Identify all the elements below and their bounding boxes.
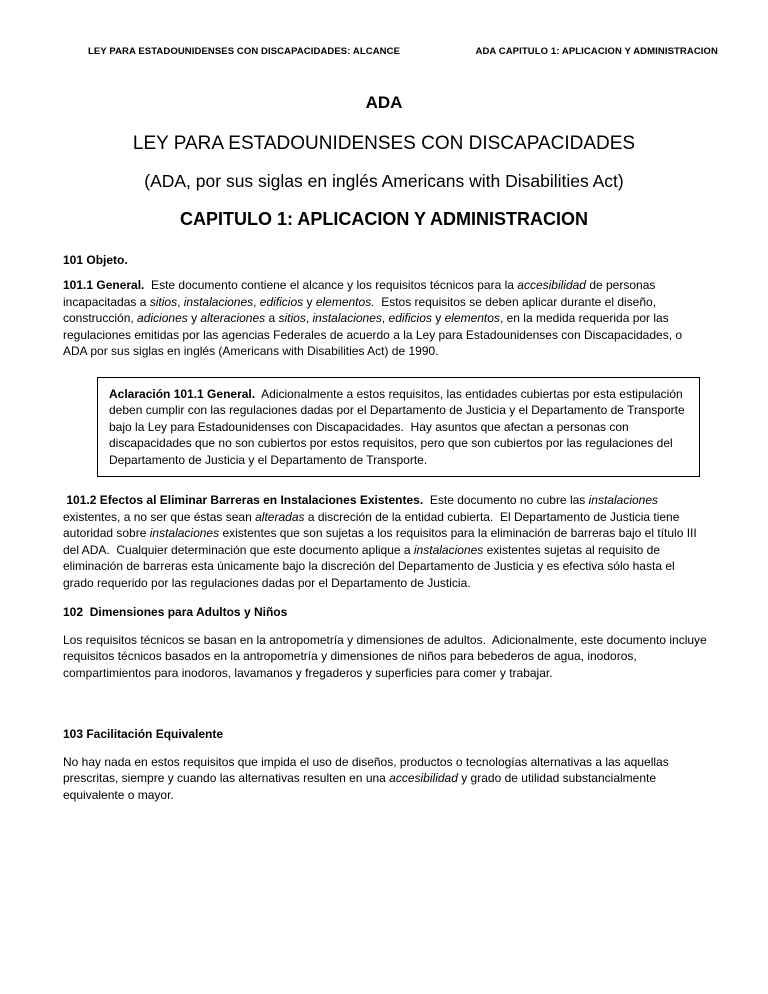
paragraph-101-2: 101.2 Efectos al Eliminar Barreras en Instalaciones Existentes. Este documento no cubre las instalaciones existentes, a no ser que éstas sean alteradas a discreción de la entidad cubierta. El Departamento de Justicia tiene autoridad sobre instalaciones existentes que son sujetas a los requisitos para la eliminación de barreras bajo el título III del ADA. Cualquier determinación que este documento aplique a instalaciones existentes sujetas al requisito de eliminación de barreras esta únicamente bajo la discreción del Departamento de Justicia y es efectiva sólo hasta el grado requerido por las regulaciones dadas por el Departamento de Justicia. bbox=[63, 493, 701, 590]
paragraph-101-1: 101.1 General. Este documento contiene el alcance y los requisitos técnicos para la accesibilidad de personas incapacitadas a sitios, instalaciones, edificios y elementos. Estos requisitos se deben aplicar durante el diseño, construcción, adiciones y alteraciones a sitios, instalaciones, edificios y elementos, en la medida requerida por las regulaciones emitidas por las agencias Federales de acuerdo a la Ley para Estadounidenses con Discapacidades, o ADA por sus siglas en inglés (Americans with Disabilities Act) de 1990. bbox=[63, 278, 685, 359]
title-acronym: ADA bbox=[365, 93, 403, 112]
title-block bbox=[0, 94, 768, 230]
document-body bbox=[63, 252, 711, 804]
section-heading-101: 101 Objeto. bbox=[63, 252, 128, 267]
title-law-name: LEY PARA ESTADOUNIDENSES CON DISCAPACIDADES bbox=[132, 132, 636, 154]
running-header bbox=[0, 0, 768, 57]
section-heading-102: 102 Dimensiones para Adultos y Niños bbox=[63, 605, 288, 620]
paragraph-102: Los requisitos técnicos se basan en la antropometría y dimensiones de adultos. Adicionalmente, este documento incluye requisitos técnicos basados en la antropometría y dimensiones de niños para bebederos de agua, inodoros, compartimientos para inodoros, lavamanos y fregaderos y superficies para comer y trabajar. bbox=[63, 632, 711, 680]
title-chapter: CAPITULO 1: APLICACION Y ADMINISTRACION bbox=[179, 208, 588, 229]
clarification-box-101-1: Aclaración 101.1 General. Adicionalmente a estos requisitos, las entidades cubiertas por esta estipulación deben cumplir con las regulaciones dadas por el Departamento de Justicia y el Departamento de Transporte bajo la Ley para Estadounidenses con Discapacidades. Hay asuntos que afectan a personas con discapacidades que no son cubiertos por estos requisitos, pero que son cubiertos por las regulaciones del Departamento de Justicia y el Departamento de Transporte. bbox=[97, 377, 700, 478]
paragraph-103: No hay nada en estos requisitos que impida el uso de diseños, productos o tecnologías alternativas a las aquellas prescritas, siempre y cuando las alternativas resulten en una accesibilidad y grado de utilidad substancialmente equivalente o mayor. bbox=[63, 754, 673, 802]
title-law-name-english: (ADA, por sus siglas en inglés Americans with Disabilities Act) bbox=[144, 170, 624, 191]
running-header-left: LEY PARA ESTADOUNIDENSES CON DISCAPACIDADES: ALCANCE bbox=[88, 46, 401, 57]
running-header-right: ADA CAPITULO 1: APLICACION Y ADMINISTRACION bbox=[475, 46, 718, 57]
section-heading-103: 103 Facilitación Equivalente bbox=[63, 727, 224, 742]
